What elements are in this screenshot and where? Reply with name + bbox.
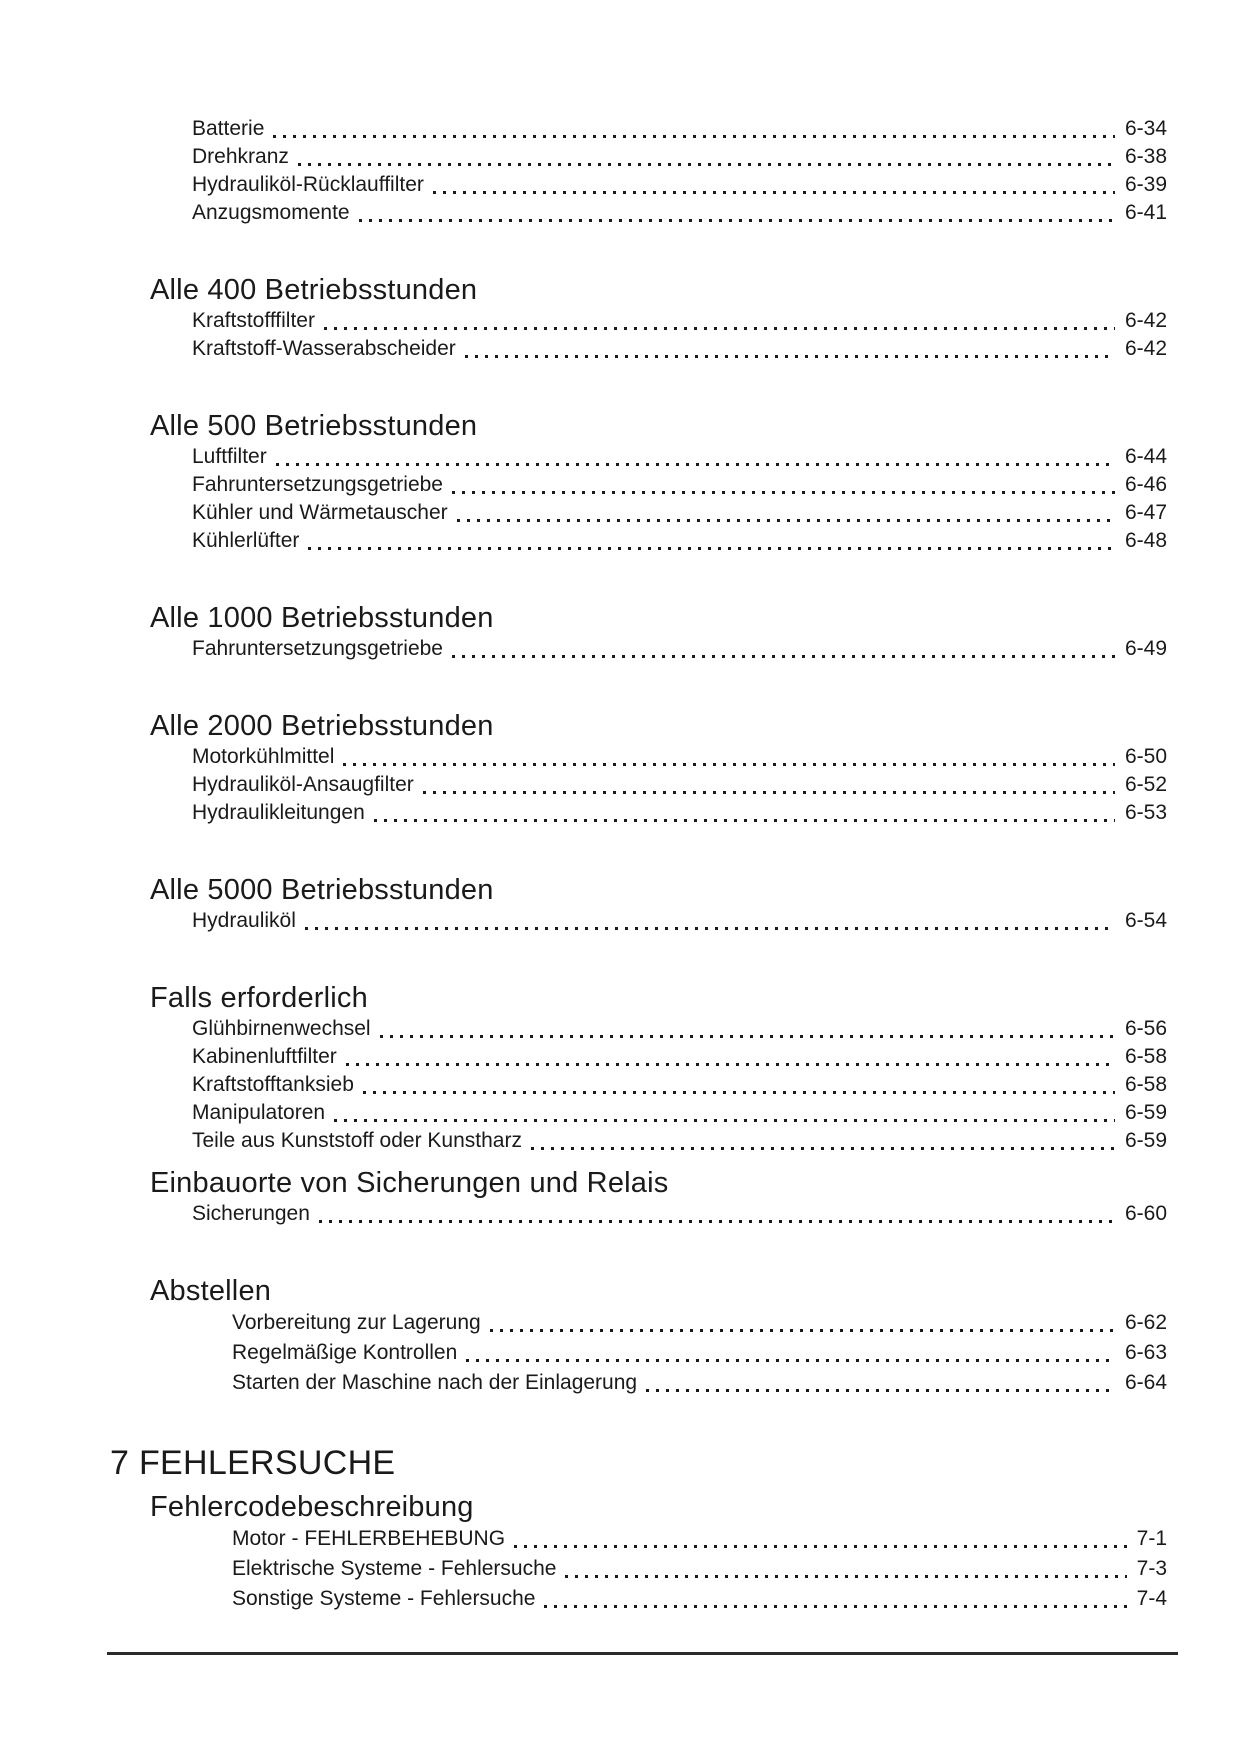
toc-entry[interactable] [192, 907, 1167, 935]
toc-entry[interactable] [192, 171, 1167, 199]
dot-leader [433, 191, 1115, 194]
dot-leader [305, 927, 1115, 930]
toc-entry[interactable] [192, 1099, 1167, 1127]
toc-entry-label: Kraftstofffilter [192, 309, 315, 332]
toc-entry-page: 6-41 [1124, 201, 1167, 224]
toc-entry-label: Motor - FEHLERBEHEBUNG [232, 1527, 506, 1550]
toc-entry-page: 6-64 [1124, 1371, 1167, 1394]
section-abstellen [110, 1275, 1167, 1398]
toc-entry-label: Kühlerlüfter [192, 529, 300, 552]
toc-entry[interactable] [192, 1127, 1167, 1155]
toc-entry-label: Hydrauliköl [192, 909, 296, 932]
section-alle-2000-betriebsstunden [110, 710, 1167, 827]
toc-entry-page: 7-4 [1136, 1587, 1167, 1610]
toc-entry-page: 6-62 [1124, 1311, 1167, 1334]
toc-entry-label: Fahruntersetzungsgetriebe [192, 637, 443, 660]
dot-leader [565, 1575, 1126, 1578]
dot-leader [452, 655, 1115, 658]
section-heading-einbauorte-von-sicherungen-und-relais: Einbauorte von Sicherungen und Relais [150, 1167, 669, 1199]
toc-entry-page: 6-44 [1124, 445, 1167, 468]
toc-entry-label: Hydrauliköl-Ansaugfilter [192, 773, 414, 796]
toc-entry-label: Starten der Maschine nach der Einlagerung [232, 1371, 638, 1394]
dot-leader [423, 791, 1115, 794]
toc-entry[interactable] [192, 771, 1167, 799]
dot-leader [374, 819, 1115, 822]
section-alle-400-betriebsstunden [110, 274, 1167, 363]
dot-leader [319, 1220, 1115, 1223]
toc-entry-label: Kraftstofftanksieb [192, 1073, 354, 1096]
dot-leader [544, 1605, 1126, 1608]
toc-entry[interactable] [232, 1554, 1167, 1584]
toc-entry-page: 6-53 [1124, 801, 1167, 824]
toc-entry[interactable] [192, 1071, 1167, 1099]
toc-entry-label: Vorbereitung zur Lagerung [232, 1311, 481, 1334]
toc-entry-label: Glühbirnenwechsel [192, 1017, 371, 1040]
toc-entry[interactable] [192, 799, 1167, 827]
dot-leader [514, 1545, 1127, 1548]
toc-entry-label: Fahruntersetzungsgetriebe [192, 473, 443, 496]
toc-entry-label: Hydraulikleitungen [192, 801, 365, 824]
toc-entry[interactable] [192, 1043, 1167, 1071]
dot-leader [343, 763, 1115, 766]
toc-entry[interactable] [192, 307, 1167, 335]
section-alle-1000-betriebsstunden [110, 602, 1167, 663]
dot-leader [380, 1035, 1115, 1038]
toc-entry-label: Kühler und Wärmetauscher [192, 501, 448, 524]
toc-entry-label: Kabinenluftfilter [192, 1045, 337, 1068]
dot-leader [490, 1329, 1115, 1332]
dot-leader [308, 547, 1115, 550]
toc-entry-page: 6-54 [1124, 909, 1167, 932]
toc-entry-page: 6-63 [1124, 1341, 1167, 1364]
toc-entry-page: 6-39 [1124, 173, 1167, 196]
toc-entry[interactable] [192, 199, 1167, 227]
toc-entry-label: Drehkranz [192, 145, 289, 168]
toc-entry-page: 6-42 [1124, 309, 1167, 332]
dot-leader [466, 1359, 1115, 1362]
toc-entry-page: 6-50 [1124, 745, 1167, 768]
toc-entry[interactable] [192, 471, 1167, 499]
dot-leader [457, 519, 1115, 522]
toc-entry[interactable] [192, 143, 1167, 171]
toc-entry[interactable] [232, 1524, 1167, 1554]
footer-rule-container [0, 1652, 1241, 1655]
section-heading-abstellen: Abstellen [150, 1275, 272, 1307]
section-falls-erforderlich [110, 982, 1167, 1155]
toc-entry-page: 6-42 [1124, 337, 1167, 360]
chapter-heading-7-fehlersuche: 7 FEHLERSUCHE [110, 1444, 396, 1482]
toc-entry-page: 7-3 [1136, 1557, 1167, 1580]
toc-entry[interactable] [192, 635, 1167, 663]
toc-entry-label: Motorkühlmittel [192, 745, 335, 768]
dot-leader [646, 1389, 1115, 1392]
toc-entry-page: 6-52 [1124, 773, 1167, 796]
toc-entry-label: Hydrauliköl-Rücklauffilter [192, 173, 424, 196]
section-heading-falls-erforderlich: Falls erforderlich [150, 982, 368, 1014]
toc-entry-label: Regelmäßige Kontrollen [232, 1341, 458, 1364]
section-einbauorte-von-sicherungen-und-relais [110, 1167, 1167, 1228]
section-heading-alle-500-betriebsstunden: Alle 500 Betriebsstunden [150, 410, 478, 442]
toc-entry[interactable] [232, 1338, 1167, 1368]
toc-entry-label: Batterie [192, 117, 265, 140]
section-heading-alle-400-betriebsstunden: Alle 400 Betriebsstunden [150, 274, 478, 306]
toc-entry-page: 6-58 [1124, 1073, 1167, 1096]
toc-entry-label: Luftfilter [192, 445, 267, 468]
section-alle-500-betriebsstunden [110, 410, 1167, 555]
section-alle-5000-betriebsstunden [110, 874, 1167, 935]
toc-entry[interactable] [192, 743, 1167, 771]
toc-entry-label: Anzugsmomente [192, 201, 350, 224]
toc-entry[interactable] [232, 1368, 1167, 1398]
toc-entry[interactable] [192, 443, 1167, 471]
section-heading-alle-2000-betriebsstunden: Alle 2000 Betriebsstunden [150, 710, 494, 742]
toc-entry-label: Kraftstoff-Wasserabscheider [192, 337, 456, 360]
toc-entry-page: 6-49 [1124, 637, 1167, 660]
toc-entry-label: Manipulatoren [192, 1101, 326, 1124]
toc-entry[interactable] [232, 1308, 1167, 1338]
toc-entry-page: 6-59 [1124, 1129, 1167, 1152]
toc-entry-page: 6-56 [1124, 1017, 1167, 1040]
toc-entry-page: 6-58 [1124, 1045, 1167, 1068]
toc-entry-page: 7-1 [1136, 1527, 1167, 1550]
section-heading-fehlercodebeschreibung: Fehlercodebeschreibung [150, 1491, 474, 1523]
toc-entry-page: 6-59 [1124, 1101, 1167, 1124]
section-heading-alle-5000-betriebsstunden: Alle 5000 Betriebsstunden [150, 874, 494, 906]
toc-entry-label: Sicherungen [192, 1202, 310, 1225]
section-heading-alle-1000-betriebsstunden: Alle 1000 Betriebsstunden [150, 602, 494, 634]
dot-leader [324, 327, 1115, 330]
dot-leader [452, 491, 1115, 494]
dot-leader [465, 355, 1115, 358]
toc-entry-page: 6-46 [1124, 473, 1167, 496]
toc-entry-label: Elektrische Systeme - Fehlersuche [232, 1557, 557, 1580]
toc-entry[interactable] [192, 1015, 1167, 1043]
toc-entry[interactable] [192, 335, 1167, 363]
dot-leader [531, 1147, 1115, 1150]
dot-leader [346, 1063, 1115, 1066]
toc-entry[interactable] [232, 1584, 1167, 1614]
toc-entry-page: 6-38 [1124, 145, 1167, 168]
toc-entry-page: 6-60 [1124, 1202, 1167, 1225]
section-fehlercodebeschreibung [110, 1491, 1167, 1614]
dot-leader [298, 163, 1115, 166]
toc-entry-label: Teile aus Kunststoff oder Kunstharz [192, 1129, 522, 1152]
toc-entry-page: 6-47 [1124, 501, 1167, 524]
dot-leader [276, 463, 1115, 466]
dot-leader [359, 219, 1115, 222]
toc-entry-page: 6-48 [1124, 529, 1167, 552]
toc-entry[interactable] [192, 527, 1167, 555]
bottom-horizontal-rule [107, 1652, 1178, 1655]
dot-leader [363, 1091, 1115, 1094]
dot-leader [273, 135, 1115, 138]
toc-entry[interactable] [192, 115, 1167, 143]
toc-entry[interactable] [192, 499, 1167, 527]
section-intro-entries [110, 115, 1167, 227]
toc-entry-page: 6-34 [1124, 117, 1167, 140]
toc-entry[interactable] [192, 1200, 1167, 1228]
dot-leader [334, 1119, 1115, 1122]
toc-entry-label: Sonstige Systeme - Fehlersuche [232, 1587, 536, 1610]
